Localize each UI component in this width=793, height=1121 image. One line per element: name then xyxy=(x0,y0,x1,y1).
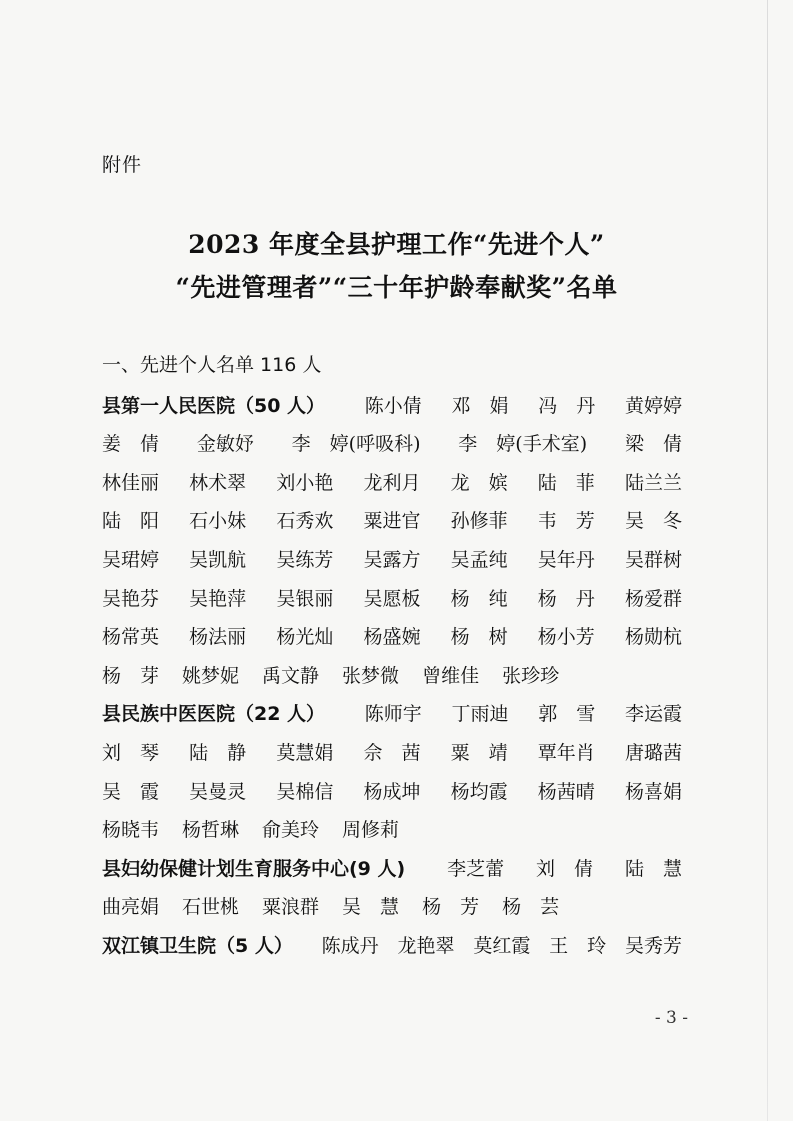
person-name: 李 婷(呼吸科) xyxy=(291,433,421,456)
person-name: 吴年丹 xyxy=(537,548,595,571)
person-name: 杨 丹 xyxy=(537,587,595,610)
person-name: 吴群树 xyxy=(624,548,682,571)
person-name: 林术翠 xyxy=(189,471,247,494)
person-name: 吴愿板 xyxy=(363,587,421,610)
person-name: 吴曼灵 xyxy=(189,780,247,803)
person-name: 杨爱群 xyxy=(624,587,682,610)
person-name: 吴棉信 xyxy=(276,780,334,803)
person-name: 张珍珍 xyxy=(502,664,560,687)
scan-edge-line xyxy=(767,0,768,1121)
person-name: 龙 嫔 xyxy=(450,471,508,494)
person-name: 冯 丹 xyxy=(538,394,596,417)
person-name: 邓 娟 xyxy=(451,394,509,417)
name-row xyxy=(102,618,682,654)
person-name: 吴艳萍 xyxy=(189,587,247,610)
person-name: 石秀欢 xyxy=(276,510,334,533)
person-name: 刘 琴 xyxy=(102,741,160,764)
person-name: 莫红霞 xyxy=(473,934,531,957)
person-name: 姚梦妮 xyxy=(182,664,240,687)
person-name: 陆 阳 xyxy=(102,510,160,533)
person-name: 吴练芳 xyxy=(276,548,334,571)
name-row xyxy=(102,540,682,576)
organization-label: 双江镇卫生院（5 人） xyxy=(102,934,293,957)
person-name: 陆 慧 xyxy=(624,857,682,880)
person-name: 孙修菲 xyxy=(450,510,508,533)
person-name: 林佳丽 xyxy=(102,471,160,494)
person-name: 郭 雪 xyxy=(538,703,596,726)
person-name: 粟进官 xyxy=(363,510,421,533)
person-name: 陈小倩 xyxy=(364,394,422,417)
person-name: 杨 芳 xyxy=(422,896,480,919)
title-line-2: “先进管理者”“三十年护龄奉献奖”名单 xyxy=(175,273,618,302)
person-name: 李 婷(手术室) xyxy=(458,433,588,456)
person-name: 杨常英 xyxy=(102,626,160,649)
person-name: 陆 菲 xyxy=(537,471,595,494)
name-row xyxy=(102,926,682,962)
name-row xyxy=(102,888,682,924)
person-name: 覃年肖 xyxy=(537,741,595,764)
person-name: 陈成丹 xyxy=(321,934,379,957)
organization-label: 县民族中医医院（22 人） xyxy=(102,703,326,726)
person-name: 梁 倩 xyxy=(624,433,682,456)
person-name: 吴银丽 xyxy=(276,587,334,610)
person-name: 吴 霞 xyxy=(102,780,160,803)
person-name: 石世桃 xyxy=(182,896,240,919)
person-name: 莫慧娟 xyxy=(276,741,334,764)
person-name: 杨光灿 xyxy=(276,626,334,649)
person-name: 杨勋杭 xyxy=(624,626,682,649)
person-name: 黄婷婷 xyxy=(624,394,682,417)
name-row xyxy=(102,502,682,538)
name-row xyxy=(102,425,682,461)
person-name: 俞美玲 xyxy=(262,819,320,842)
person-name: 吴艳芬 xyxy=(102,587,160,610)
name-row xyxy=(102,695,682,731)
organization-label: 县妇幼保健计划生育服务中心(9 人) xyxy=(102,857,406,880)
person-name: 陈师宇 xyxy=(364,703,422,726)
person-name: 龙艳翠 xyxy=(397,934,455,957)
title-line-1: 2023 年度全县护理工作“先进个人” xyxy=(188,230,605,259)
name-row xyxy=(102,579,682,615)
person-name: 吴露方 xyxy=(363,548,421,571)
person-name: 姜 倩 xyxy=(102,433,160,456)
person-name: 陆 静 xyxy=(189,741,247,764)
person-name: 杨 芽 xyxy=(102,664,160,687)
person-name: 张梦微 xyxy=(342,664,400,687)
person-name: 吴 冬 xyxy=(624,510,682,533)
name-row xyxy=(102,656,682,692)
name-row xyxy=(102,463,682,499)
person-name: 杨 树 xyxy=(450,626,508,649)
page-number: - 3 - xyxy=(654,1008,688,1028)
person-name: 王 玲 xyxy=(549,934,607,957)
section-heading: 一、先进个人名单 116 人 xyxy=(102,354,322,376)
person-name: 佘 茜 xyxy=(363,741,421,764)
person-name: 杨 芸 xyxy=(502,896,560,919)
person-name: 金敏妤 xyxy=(196,433,254,456)
person-name: 粟 靖 xyxy=(450,741,508,764)
person-name: 周修莉 xyxy=(342,819,400,842)
person-name: 杨茜晴 xyxy=(537,780,595,803)
person-name: 杨晓韦 xyxy=(102,819,160,842)
person-name: 杨 纯 xyxy=(450,587,508,610)
name-row xyxy=(102,849,682,885)
name-row xyxy=(102,772,682,808)
person-name: 李运霞 xyxy=(624,703,682,726)
person-name: 龙利月 xyxy=(363,471,421,494)
person-name: 唐璐茜 xyxy=(624,741,682,764)
person-name: 吴孟纯 xyxy=(450,548,508,571)
person-name: 吴秀芳 xyxy=(624,934,682,957)
person-name: 杨法丽 xyxy=(189,626,247,649)
person-name: 杨成坤 xyxy=(363,780,421,803)
person-name: 吴凯航 xyxy=(189,548,247,571)
person-name: 吴 慧 xyxy=(342,896,400,919)
person-name: 杨喜娟 xyxy=(624,780,682,803)
person-name: 曾维佳 xyxy=(422,664,480,687)
name-row xyxy=(102,733,682,769)
organization-label: 县第一人民医院（50 人） xyxy=(102,394,326,417)
person-name: 杨均霞 xyxy=(450,780,508,803)
person-name: 粟浪群 xyxy=(262,896,320,919)
person-name: 陆兰兰 xyxy=(624,471,682,494)
attachment-label: 附件 xyxy=(102,154,143,176)
person-name: 禹文静 xyxy=(262,664,320,687)
person-name: 杨哲琳 xyxy=(182,819,240,842)
person-name: 曲亮娟 xyxy=(102,896,160,919)
person-name: 杨小芳 xyxy=(537,626,595,649)
name-row xyxy=(102,386,682,422)
name-row xyxy=(102,811,682,847)
person-name: 刘小艳 xyxy=(276,471,334,494)
person-name: 韦 芳 xyxy=(537,510,595,533)
person-name: 丁雨迪 xyxy=(451,703,509,726)
person-name: 杨盛婉 xyxy=(363,626,421,649)
person-name: 石小妹 xyxy=(189,510,247,533)
person-name: 刘 倩 xyxy=(536,857,594,880)
person-name: 吴珺婷 xyxy=(102,548,160,571)
person-name: 李芝蕾 xyxy=(447,857,505,880)
